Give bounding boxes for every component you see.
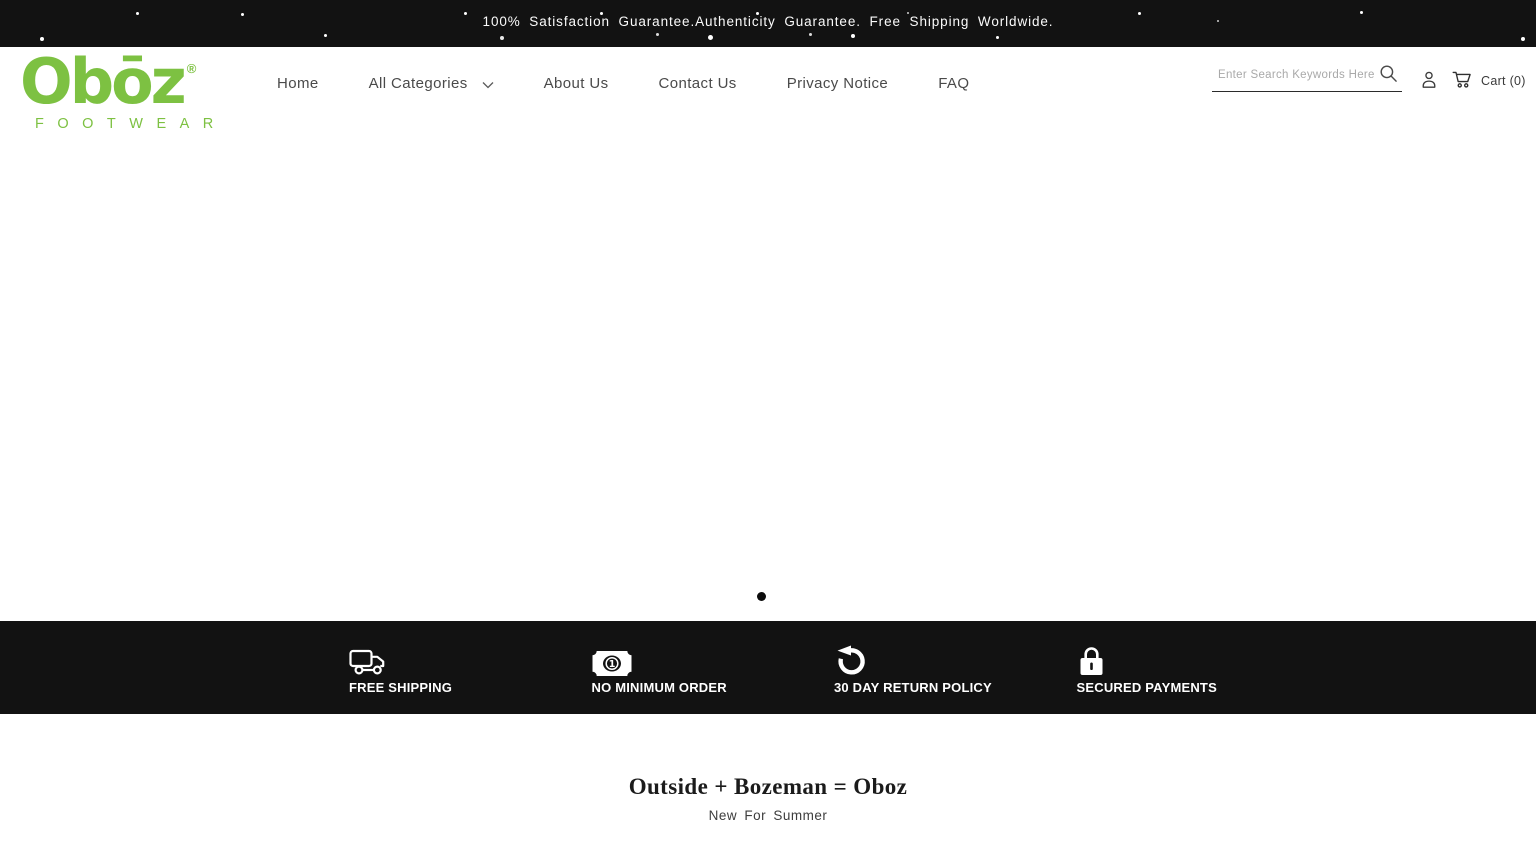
- nav-item-contact-us[interactable]: Contact Us: [658, 75, 737, 92]
- cart-icon: [1452, 70, 1473, 92]
- user-icon: [1420, 70, 1438, 92]
- nav-item-privacy-notice[interactable]: Privacy Notice: [786, 75, 889, 92]
- star-dot: [500, 36, 504, 40]
- promo-section: [0, 714, 1536, 864]
- chevron-down-icon: [482, 81, 494, 89]
- feature-return-policy: [834, 644, 1077, 695]
- hero-carousel: [0, 148, 1536, 621]
- return-arrow-icon: [834, 644, 1077, 677]
- carousel-dot[interactable]: [757, 592, 766, 601]
- magnifier-icon: [1379, 64, 1398, 86]
- site-header: [0, 47, 1536, 148]
- announcement-bar: [0, 0, 1536, 47]
- star-dot: [1521, 37, 1525, 41]
- promo-subtitle: New For Summer: [708, 808, 828, 823]
- feature-free-shipping: [349, 644, 592, 695]
- brand-tagline: FOOTWEAR: [35, 116, 227, 132]
- registered-mark: ®: [186, 61, 197, 76]
- svg-text:1: 1: [608, 659, 615, 670]
- nav-item-about-us[interactable]: About Us: [543, 75, 609, 92]
- account-button[interactable]: [1420, 70, 1438, 92]
- star-dot: [809, 33, 812, 36]
- cart-button[interactable]: [1452, 70, 1526, 92]
- star-dot: [324, 34, 327, 37]
- feature-label: FREE SHIPPING: [349, 680, 453, 695]
- feature-secured-payments: [1077, 644, 1320, 695]
- brand-logo[interactable]: [20, 45, 227, 132]
- feature-strip: [0, 621, 1536, 714]
- cart-label: Cart (0): [1481, 74, 1526, 88]
- nav-item-faq[interactable]: FAQ: [938, 75, 970, 92]
- banknote-icon: [592, 644, 835, 677]
- feature-label: NO MINIMUM ORDER: [591, 680, 727, 695]
- truck-icon: [349, 644, 592, 677]
- announcement-text: 100% Satisfaction Guarantee.Authenticity Guarantee. Free Shipping Worldwide.: [482, 14, 1054, 29]
- feature-label: 30 DAY RETURN POLICY: [834, 680, 992, 695]
- feature-no-minimum-order: [592, 644, 835, 695]
- nav-item-all-categories[interactable]: All Categories: [369, 75, 494, 92]
- star-dot: [656, 33, 659, 36]
- lock-icon: [1077, 644, 1320, 677]
- main-nav: [277, 75, 969, 92]
- search-input[interactable]: [1212, 69, 1379, 86]
- promo-title: Outside + Bozeman = Oboz: [628, 774, 908, 799]
- feature-grid: [349, 644, 1319, 695]
- search-bar: [1212, 63, 1402, 92]
- star-dot: [40, 37, 44, 41]
- feature-label: SECURED PAYMENTS: [1076, 680, 1217, 695]
- nav-item-home[interactable]: Home: [277, 75, 319, 92]
- search-button[interactable]: [1379, 64, 1402, 90]
- brand-wordmark: Obōz ®: [20, 45, 197, 118]
- star-dot: [708, 35, 713, 40]
- star-dot: [996, 36, 999, 39]
- star-dot: [851, 34, 855, 38]
